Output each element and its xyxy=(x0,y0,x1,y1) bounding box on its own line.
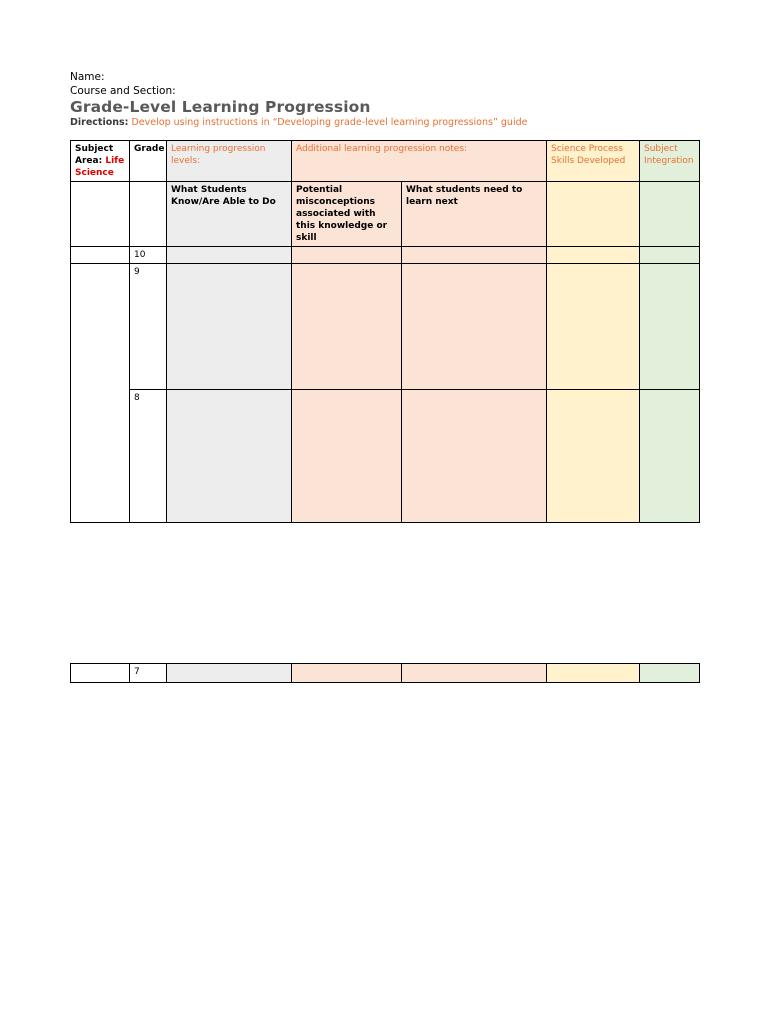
directions-text: Develop using instructions in “Developing grade-level learning progressions” guide xyxy=(131,117,528,128)
misconception-cell[interactable] xyxy=(292,247,402,264)
know-cell[interactable] xyxy=(167,264,292,390)
integration-cell[interactable] xyxy=(640,390,700,523)
misconception-cell[interactable] xyxy=(292,264,402,390)
subject-area-value: Life Science xyxy=(75,156,125,178)
progression-table xyxy=(70,140,700,523)
know-cell[interactable] xyxy=(167,664,292,683)
document-header xyxy=(70,70,700,129)
subject-cell[interactable] xyxy=(71,247,130,264)
subheader-blank-cell xyxy=(130,182,167,247)
grade-number: 7 xyxy=(130,664,167,683)
skills-cell[interactable] xyxy=(547,664,640,683)
table-row-grade-7 xyxy=(71,664,700,683)
misconception-cell[interactable] xyxy=(292,390,402,523)
subheader-blank-cell xyxy=(71,182,130,247)
skills-cell[interactable] xyxy=(547,247,640,264)
subject-area-header xyxy=(71,141,130,182)
page-title: Grade-Level Learning Progression xyxy=(70,98,371,116)
grade-header: Grade xyxy=(130,141,167,182)
subject-integration-header: Subject Integration xyxy=(640,141,700,182)
subject-cell-merged[interactable] xyxy=(71,264,130,523)
process-skills-header: Science Process Skills Developed xyxy=(547,141,640,182)
table-row-grade-9 xyxy=(71,264,700,390)
integration-cell[interactable] xyxy=(640,264,700,390)
progression-table-continued xyxy=(70,663,700,683)
learn-next-cell[interactable] xyxy=(402,390,547,523)
skills-cell[interactable] xyxy=(547,390,640,523)
grade-number: 9 xyxy=(130,264,167,390)
learning-levels-header: Learning progression levels: xyxy=(167,141,292,182)
table-row-grade-8 xyxy=(71,390,700,523)
integration-cell[interactable] xyxy=(640,247,700,264)
subject-area-label: Subject Area: xyxy=(75,144,114,166)
course-section-label: Course and Section: xyxy=(70,85,176,97)
subheader-row xyxy=(71,182,700,247)
integration-cell[interactable] xyxy=(640,664,700,683)
learn-next-cell[interactable] xyxy=(402,247,547,264)
learn-next-cell[interactable] xyxy=(402,264,547,390)
misconceptions-subheader: Potential misconceptions associated with this knowledge or skill xyxy=(292,182,402,247)
directions-label: Directions: xyxy=(70,117,129,128)
grade-number: 8 xyxy=(130,390,167,523)
misconception-cell[interactable] xyxy=(292,664,402,683)
learn-next-cell[interactable] xyxy=(402,664,547,683)
additional-notes-header: Additional learning progression notes: xyxy=(292,141,547,182)
skills-blank-cell xyxy=(547,182,640,247)
subject-cell[interactable] xyxy=(71,664,130,683)
table-row-grade-10 xyxy=(71,247,700,264)
directions-line xyxy=(70,116,700,129)
integration-blank-cell xyxy=(640,182,700,247)
name-label: Name: xyxy=(70,71,105,83)
header-row xyxy=(71,141,700,182)
grade-number: 10 xyxy=(130,247,167,264)
know-cell[interactable] xyxy=(167,247,292,264)
learn-next-subheader: What students need to learn next xyxy=(402,182,547,247)
skills-cell[interactable] xyxy=(547,264,640,390)
know-able-subheader: What Students Know/Are Able to Do xyxy=(167,182,292,247)
know-cell[interactable] xyxy=(167,390,292,523)
